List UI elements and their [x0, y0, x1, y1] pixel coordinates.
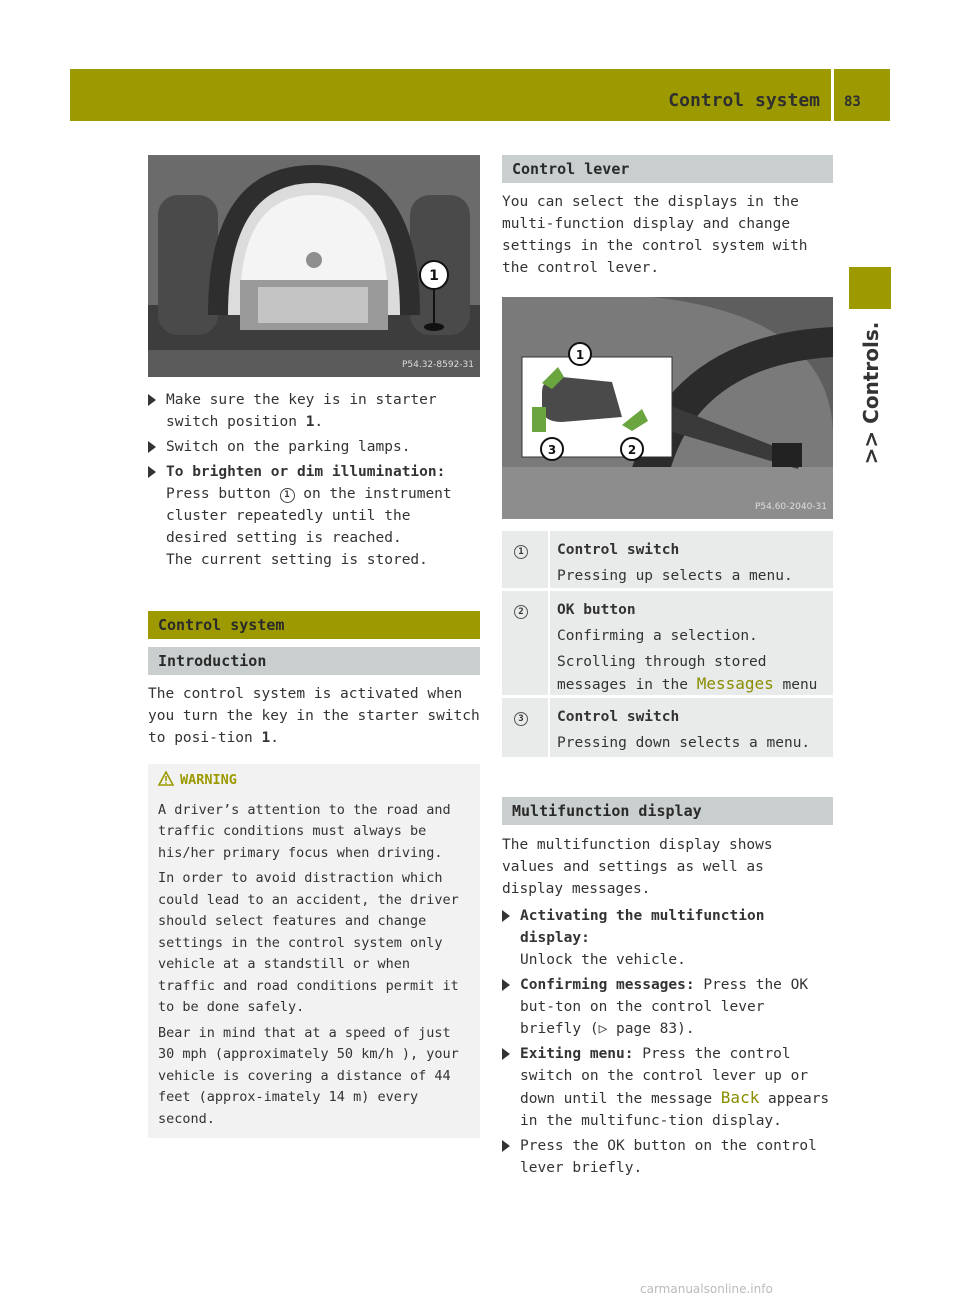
image-code: P54.60-2040-31	[754, 502, 827, 512]
table-row: 1 Control switch Pressing up selects a menu.	[502, 531, 833, 588]
warning-paragraph: Bear in mind that at a speed of just 30 mph (approximately 50 km/h ), your vehicle is covering a distance of 44 feet (approx-imately 14 m) every second.	[158, 1024, 459, 1127]
arrow-bullet-icon	[148, 441, 156, 453]
warning-box	[148, 764, 480, 1138]
control-lever-illustration	[502, 297, 833, 519]
step-item: Press the OK button on the control lever briefly.	[502, 1135, 833, 1179]
table-row: 3 Control switch Pressing down selects a menu.	[502, 698, 833, 757]
table-row: 2 OK button Confirming a selection. Scrolling through stored messages in the Messages menu	[502, 591, 833, 695]
section-title: Control system	[148, 611, 480, 639]
intro-text: The control system is activated when you turn the key in the starter switch to posi-tion 1.	[148, 686, 480, 746]
arrow-bullet-icon	[148, 466, 156, 478]
step-item: Confirming messages: Press the OK but-ton on the control lever briefly (▷ page 83).	[502, 974, 833, 1040]
step-item: Exiting menu: Press the control switch on the control lever up or down until the message Back appears in the multifunc-tion display.	[502, 1043, 833, 1132]
svg-text:3: 3	[547, 443, 557, 457]
subsection-title: Control lever	[502, 155, 833, 183]
lever-legend-table	[502, 531, 833, 757]
control-lever-photo	[502, 297, 833, 519]
callout-number-icon: 3	[514, 712, 528, 726]
page-number: 83	[844, 94, 861, 110]
instrument-cluster-illustration	[148, 155, 480, 377]
callout-number-icon: 1	[280, 488, 295, 503]
step-item: Activating the multifunction display: Unlock the vehicle.	[502, 905, 833, 971]
image-code: P54.32-8592-31	[401, 360, 474, 370]
warning-triangle-icon	[158, 771, 174, 794]
svg-text:1: 1	[429, 268, 439, 284]
warning-paragraph: In order to avoid distraction which could lead to an accident, the driver should select features and change settings in the control system only vehicle at a standstill or when traffic and road conditions permit it to be done safely.	[158, 870, 459, 1015]
arrow-bullet-icon	[502, 1140, 510, 1152]
chapter-tab	[849, 267, 891, 309]
cluster-steps	[148, 389, 480, 571]
mfd-text: The multifunction display shows values and settings as well as display messages.	[502, 837, 773, 897]
lever-text: You can select the displays in the multi-function display and change settings in the control system with the control lever.	[502, 194, 808, 276]
step-item: Make sure the key is in starter switch position 1.	[148, 389, 480, 433]
svg-text:1: 1	[575, 348, 585, 362]
arrow-bullet-icon	[502, 910, 510, 922]
arrow-bullet-icon	[502, 1048, 510, 1060]
mfd-steps	[502, 905, 833, 1179]
warning-title: WARNING	[158, 770, 472, 794]
callout-number-icon: 2	[514, 605, 528, 619]
page-header	[70, 69, 890, 121]
footer-watermark: carmanualsonline.info	[640, 1282, 773, 1296]
arrow-bullet-icon	[502, 979, 510, 991]
warning-paragraph: A driver’s attention to the road and traffic conditions must always be his/her primary focus when driving.	[158, 801, 451, 861]
step-item: Switch on the parking lamps.	[148, 436, 480, 458]
instrument-cluster-photo	[148, 155, 480, 377]
left-column	[148, 155, 480, 1138]
header-title: Control system	[668, 90, 820, 111]
chapter-label: >> Controls.	[859, 321, 883, 465]
right-column	[502, 155, 833, 1182]
callout-number-icon: 1	[514, 545, 528, 559]
step-item: To brighten or dim illumination: Press button 1 on the instrument cluster repeatedly until the desired setting is reached. The current setting is stored.	[148, 461, 480, 571]
subsection-title: Introduction	[148, 647, 480, 675]
subsection-title: Multifunction display	[502, 797, 833, 825]
svg-text:2: 2	[627, 443, 637, 457]
header-separator	[831, 69, 834, 121]
arrow-bullet-icon	[148, 394, 156, 406]
